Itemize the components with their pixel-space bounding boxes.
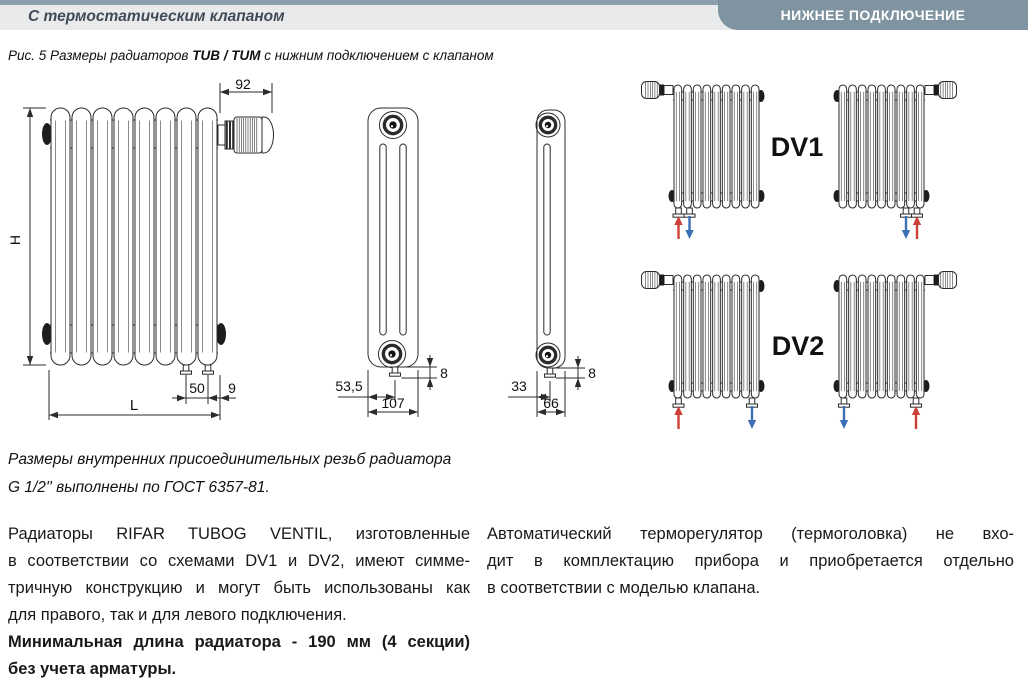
min-length-line: без учета арматуры. xyxy=(8,660,177,678)
thread-note-line2: G 1/2'' выполнены по ГОСТ 6357-81. xyxy=(8,479,270,496)
scheme-dv1-label: DV1 xyxy=(770,132,824,162)
text-line: в соответствии со схемами DV1 и DV2, имеют симме- xyxy=(8,552,470,570)
dim-8-tum-label: 8 xyxy=(588,365,596,381)
dim-8-tub-label: 8 xyxy=(440,365,448,381)
dim-50-label: 50 xyxy=(189,380,205,396)
text-line: тричную конструкцию и могут быть использованы как xyxy=(8,579,470,597)
dim-53-5-label: 53,5 xyxy=(335,378,363,394)
dim-107-label: 107 xyxy=(381,395,405,411)
figure-caption xyxy=(8,48,494,63)
text-line: Радиаторы RIFAR TUBOG VENTIL, изготовленные xyxy=(8,525,470,543)
dim-92-label: 92 xyxy=(235,76,251,92)
caption-suffix: с нижним подключением с клапаном xyxy=(260,48,494,63)
paragraph-thermostat-note xyxy=(487,521,1014,602)
connection-type-tab: НИЖНЕЕ ПОДКЛЮЧЕНИЕ xyxy=(718,0,1028,30)
body-columns xyxy=(0,521,1028,681)
text-line: дит в комплектацию прибора и приобретается отдельно xyxy=(487,552,1014,570)
caption-prefix: Рис. 5 Размеры радиаторов xyxy=(8,48,193,63)
dim-66-label: 66 xyxy=(543,395,559,411)
text-line: в соответствии с моделью клапана. xyxy=(487,579,761,597)
dim-9-label: 9 xyxy=(228,380,236,396)
paragraph-radiator-info xyxy=(8,521,470,681)
min-length-line: Минимальная длина радиатора - 190 мм (4 секции) xyxy=(8,633,470,651)
thread-note xyxy=(8,446,451,502)
dim-33-label: 33 xyxy=(511,378,527,394)
section-title: С термостатическим клапаном xyxy=(28,8,285,25)
scheme-dv2-label: DV2 xyxy=(771,331,825,361)
caption-model: TUB / TUM xyxy=(192,48,261,63)
dim-h-label: H xyxy=(7,234,23,246)
text-line: Автоматический терморегулятор (термоголовка) не вхо- xyxy=(487,525,1014,543)
technical-drawing xyxy=(0,68,1028,446)
text-line: для правого, так и для левого подключения. xyxy=(8,606,347,624)
thread-note-line1: Размеры внутренних присоединительных резьб радиатора xyxy=(8,451,452,468)
dim-l-label: L xyxy=(129,397,139,414)
